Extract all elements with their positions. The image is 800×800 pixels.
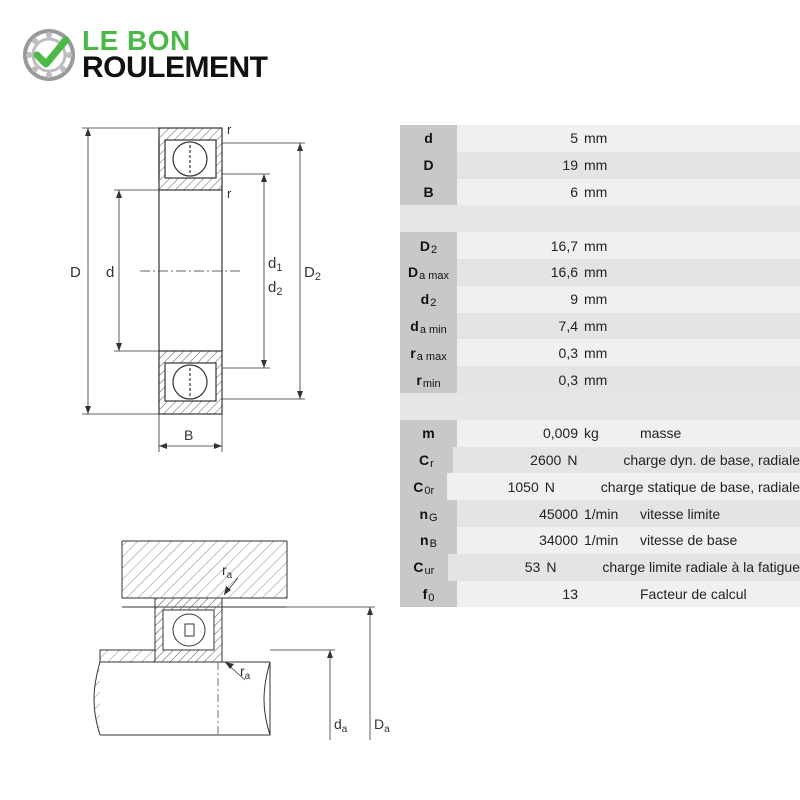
spec-symbol: C $_{0r}$ [400,473,447,500]
spec-symbol: m [400,420,457,447]
spec-value: 53 [524,559,541,576]
spec-row [400,500,800,527]
label-Da: $D_a$ [374,716,390,735]
spec-symbol: B [400,179,457,206]
spec-row [400,420,800,447]
spec-value: 0,009 [542,425,578,442]
spec-row [400,179,800,206]
spec-value: 0,3 [558,371,578,388]
spec-unit: 1/min [584,532,619,549]
spec-row [400,581,800,608]
spec-symbol: f $_0$ [400,581,457,608]
spec-symbol: d [400,125,457,152]
spec-value: 19 [562,157,578,174]
spec-unit: mm [584,183,608,200]
spec-unit: mm [584,130,608,147]
spec-unit: N [546,559,557,576]
spec-symbol: r $_{a max}$ [400,339,457,366]
spec-value: 34000 [539,532,578,549]
spec-value: 0,3 [558,344,578,361]
spec-row [400,313,800,340]
label-da: $d_a$ [334,716,348,735]
spec-row [400,554,800,581]
spec-description: charge dyn. de base, radiale [623,451,800,468]
spec-row [400,366,800,393]
spec-row [400,125,800,152]
spec-value: 16,6 [550,264,578,281]
spec-unit: kg [584,425,599,442]
spec-value: 7,4 [558,317,578,334]
spec-row [400,473,800,500]
spec-unit: mm [584,344,608,361]
spec-group-separator [400,205,800,232]
spec-symbol: D $_2$ [400,232,457,259]
spec-value: 1050 [507,478,539,495]
spec-value: 2600 [530,451,562,468]
spec-value: 13 [562,585,578,602]
spec-unit: N [544,478,555,495]
label-r-mid: r [227,186,232,201]
spec-value: 16,7 [550,237,578,254]
spec-unit: mm [584,291,608,308]
label-r-top: r [227,122,232,137]
spec-value: 9 [570,291,578,308]
spec-description: Facteur de calcul [640,585,747,602]
bearing-mounting-view [94,541,375,740]
spec-value: 5 [570,130,578,147]
spec-row [400,259,800,286]
spec-symbol: n $_B$ [400,527,457,554]
brand-line1: LE BON [82,25,191,56]
label-d2: $d_2$ [268,279,283,298]
spec-group-separator [400,393,800,420]
spec-unit: mm [584,317,608,334]
spec-value: 6 [570,183,578,200]
spec-row [400,447,800,474]
spec-symbol: C $_{ur}$ [400,554,448,581]
label-D: D [70,264,81,281]
spec-description: charge statique de base, radiale [600,478,800,495]
spec-unit: N [567,451,578,468]
label-d: d [106,264,115,281]
spec-unit: 1/min [584,505,619,522]
label-ra-bottom: $r_a$ [240,663,251,682]
spec-symbol: n $_G$ [400,500,457,527]
label-d1: $d_1$ [268,255,283,274]
spec-description: vitesse limite [640,505,721,522]
spec-row [400,286,800,313]
spec-unit: mm [584,157,608,174]
label-ra-top: $r_a$ [222,562,233,581]
spec-description: masse [640,425,682,442]
spec-row [400,152,800,179]
spec-symbol: d $_2$ [400,286,457,313]
spec-unit: mm [584,237,608,254]
spec-unit: mm [584,264,608,281]
spec-table [400,125,800,607]
spec-unit [584,581,632,608]
brand-line2: ROULEMENT [82,51,268,84]
spec-row [400,527,800,554]
spec-symbol: D [400,152,457,179]
spec-symbol: r $_{min}$ [400,366,457,393]
spec-description: vitesse de base [640,532,738,549]
spec-description: charge limite radiale à la fatigue [602,559,800,576]
spec-symbol: D $_{a max}$ [400,259,457,286]
label-B: B [184,427,194,443]
spec-symbol: d $_{a min}$ [400,313,457,340]
label-D2: $D_2$ [304,264,321,283]
spec-symbol: C $_r$ [400,447,453,474]
spec-row [400,232,800,259]
spec-unit: mm [584,371,608,388]
spec-row [400,339,800,366]
spec-value: 45000 [539,505,578,522]
